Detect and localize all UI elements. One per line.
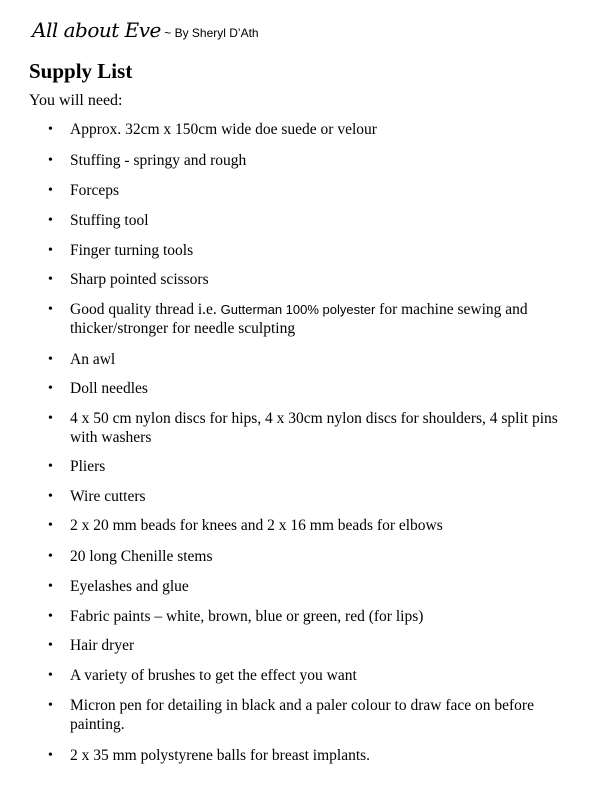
list-item [48, 577, 578, 596]
bullet-icon: • [48, 609, 53, 624]
intro-text: You will need: [29, 92, 123, 109]
list-item [48, 211, 578, 230]
bullet-icon: • [48, 381, 53, 396]
list-item-text: Doll needles [70, 380, 148, 397]
list-item-text: Hair dryer [70, 637, 135, 654]
list-item-text: 4 x 50 cm nylon discs for hips, 4 x 30cm nylon discs for shoulders, 4 split pins with washers [70, 410, 558, 446]
list-item-text: 2 x 20 mm beads for knees and 2 x 16 mm beads for elbows [70, 517, 443, 534]
list-item-text: Good quality thread i.e. Gutterman 100% polyester for machine sewing and thicker/stronger for needle sculpting [70, 301, 528, 337]
list-item [48, 241, 578, 260]
bullet-icon: • [48, 668, 53, 683]
title-separator: ~ [160, 26, 175, 40]
bullet-icon: • [48, 213, 53, 228]
list-item [48, 666, 578, 685]
bullet-icon: • [48, 183, 53, 198]
list-item-text: Stuffing - springy and rough [70, 152, 247, 169]
bullet-icon: • [48, 243, 53, 258]
list-item-text: Sharp pointed scissors [70, 271, 209, 288]
bullet-icon: • [48, 698, 53, 713]
bullet-icon: • [48, 411, 53, 426]
list-item [48, 516, 578, 535]
list-item-text: Stuffing tool [70, 212, 149, 229]
bullet-icon: • [48, 459, 53, 474]
list-item [48, 181, 578, 200]
bullet-icon: • [48, 302, 53, 317]
list-item [48, 607, 578, 626]
list-item [48, 409, 578, 447]
bullet-icon: • [48, 579, 53, 594]
list-item [48, 636, 578, 655]
list-item [48, 746, 578, 765]
pattern-title: All about Eve [32, 18, 161, 42]
author-byline: By Sheryl D’Ath [174, 26, 259, 40]
bullet-icon: • [48, 638, 53, 653]
list-item-text: Pliers [70, 458, 106, 475]
bullet-icon: • [48, 549, 53, 564]
bullet-icon: • [48, 748, 53, 763]
list-item [48, 547, 578, 566]
list-item-text: Fabric paints – white, brown, blue or green, red (for lips) [70, 608, 424, 625]
bullet-icon: • [48, 122, 53, 137]
list-item-text: Micron pen for detailing in black and a paler colour to draw face on before painting. [70, 697, 534, 733]
list-item-text: Finger turning tools [70, 242, 194, 259]
bullet-icon: • [48, 153, 53, 168]
list-item [48, 120, 578, 139]
list-item [48, 270, 578, 289]
list-item-text: Eyelashes and glue [70, 578, 189, 595]
list-item-text: Approx. 32cm x 150cm wide doe suede or velour [70, 121, 377, 138]
list-item [48, 379, 578, 398]
list-item-text: An awl [70, 351, 116, 368]
bullet-icon: • [48, 518, 53, 533]
list-item-text: 20 long Chenille stems [70, 548, 213, 565]
page-title: Supply List [29, 59, 133, 83]
bullet-icon: • [48, 489, 53, 504]
list-item [48, 350, 578, 369]
list-item [48, 696, 578, 734]
document-header [32, 18, 259, 42]
list-item [48, 487, 578, 506]
list-item [48, 457, 578, 476]
bullet-icon: • [48, 272, 53, 287]
list-item [48, 300, 578, 338]
list-item [48, 151, 578, 170]
list-item-text: Forceps [70, 182, 120, 199]
bullet-icon: • [48, 352, 53, 367]
list-item-text: 2 x 35 mm polystyrene balls for breast implants. [70, 747, 371, 764]
list-item-text: Wire cutters [70, 488, 146, 505]
thread-brand-text: Gutterman 100% polyester [220, 302, 376, 317]
list-item-text: A variety of brushes to get the effect you want [70, 667, 357, 684]
